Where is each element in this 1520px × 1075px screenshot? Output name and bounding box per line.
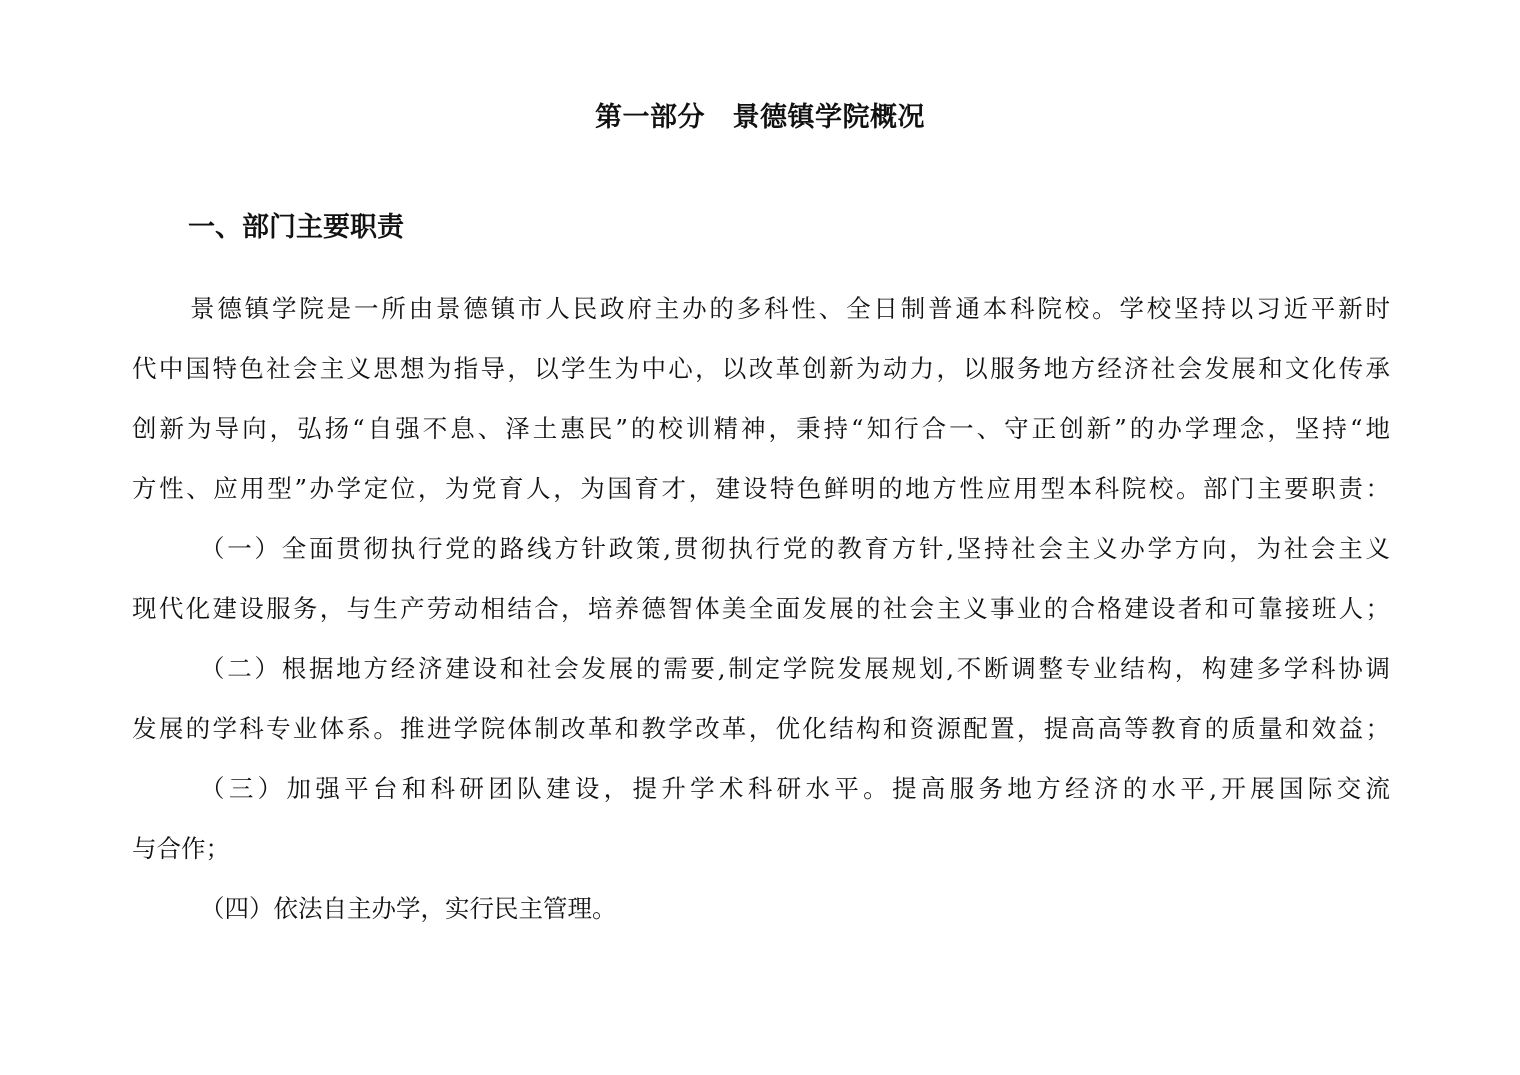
paragraph-line: （三）加强平台和科研团队建设，提升学术科研水平。提高服务地方经济的水平,开展国际交流 [200, 774, 1390, 803]
page-title: 第一部分 景德镇学院概况 [595, 102, 925, 133]
paragraph-line: 与合作； [132, 834, 230, 863]
paragraph-line: （二）根据地方经济建设和社会发展的需要,制定学院发展规划,不断调整专业结构，构建多学科协调 [200, 654, 1390, 683]
paragraph-line: 代中国特色社会主义思想为指导，以学生为中心，以改革创新为动力，以服务地方经济社会发展和文化传承 [132, 354, 1390, 383]
paragraph-line: 现代化建设服务，与生产劳动相结合，培养德智体美全面发展的社会主义事业的合格建设者和可靠接班人； [132, 594, 1390, 623]
paragraph-line: （四）依法自主办学，实行民主管理。 [200, 894, 617, 923]
paragraph-line: 景德镇学院是一所由景德镇市人民政府主办的多科性、全日制普通本科院校。学校坚持以习近平新时 [190, 294, 1390, 323]
paragraph-line: （一）全面贯彻执行党的路线方针政策,贯彻执行党的教育方针,坚持社会主义办学方向，为社会主义 [200, 534, 1390, 563]
paragraph-line: 方性、应用型”办学定位，为党育人，为国育才，建设特色鲜明的地方性应用型本科院校。部门主要职责： [132, 474, 1390, 503]
paragraph-line: 创新为导向，弘扬“自强不息、泽土惠民”的校训精神，秉持“知行合一、守正创新”的办学理念，坚持“地 [132, 414, 1390, 443]
section-heading: 一、部门主要职责 [188, 212, 404, 243]
paragraph-line: 发展的学科专业体系。推进学院体制改革和教学改革，优化结构和资源配置，提高高等教育的质量和效益； [132, 714, 1390, 743]
